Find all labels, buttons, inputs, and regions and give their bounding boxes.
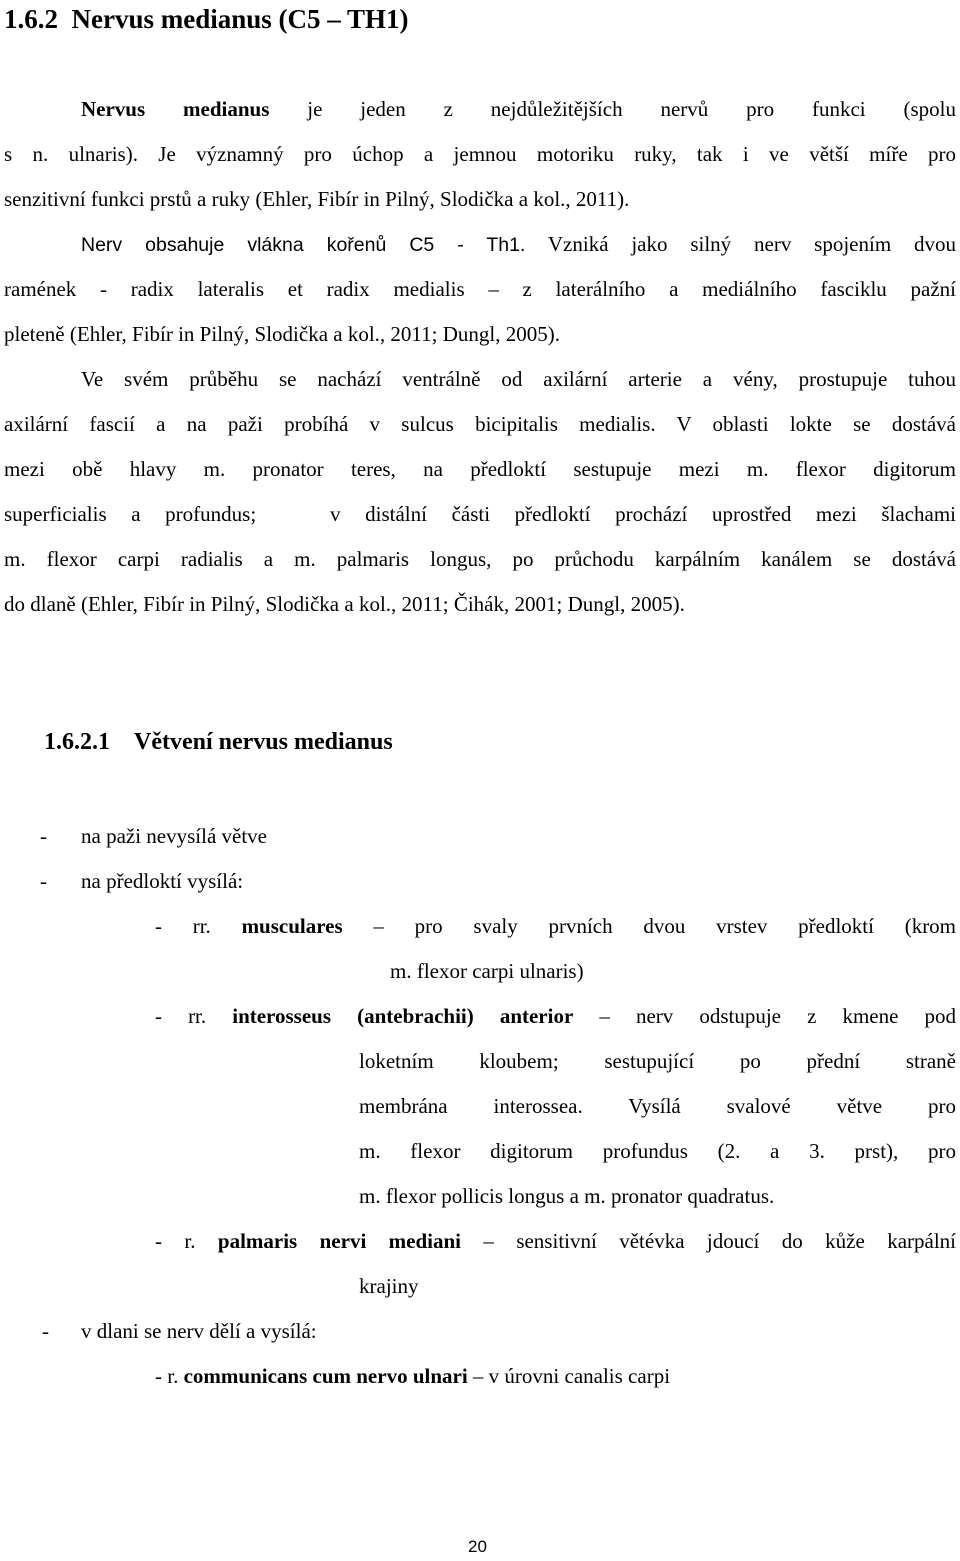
- list-dash-3: -: [42, 1319, 49, 1343]
- branch-4-term: communicans cum nervo ulnari: [183, 1364, 468, 1388]
- section-number: 1.6.2: [4, 4, 58, 34]
- branch-2-line-3: membrána interossea. Vysílá svalové větve pro: [359, 1094, 956, 1118]
- p1-line-3: senzitivní funkci prstů a ruky (Ehler, Fibír in Pilný, Slodička a kol., 2011).: [4, 187, 630, 211]
- section-heading: [4, 4, 409, 34]
- page-number: 20: [468, 1537, 487, 1556]
- branch-3-line-1: - r. palmaris nervi mediani – sensitivní větévka jdoucí do kůže karpální: [155, 1229, 957, 1253]
- branch-1-line-2: m. flexor carpi ulnaris): [390, 959, 584, 983]
- list-item-1: na paži nevysílá větve: [81, 824, 268, 848]
- p3-line-1: Ve svém průběhu se nachází ventrálně od axilární arterie a vény, prostupuje tuhou: [81, 367, 956, 391]
- p2-line-3: pleteně (Ehler, Fibír in Pilný, Slodička a kol., 2011; Dungl, 2005).: [4, 322, 560, 346]
- p3-line-4: superficialis a profundus; v distální části předloktí prochází uprostřed mezi šlachami: [4, 502, 956, 526]
- section-title: Nervus medianus (C5 – TH1): [71, 4, 409, 34]
- p2-line-1: Nerv obsahuje vlákna kořenů C5 - Th1. Vzniká jako silný nerv spojením dvou: [81, 232, 956, 256]
- branch-2-line-4: m. flexor digitorum profundus (2. a 3. prst), pro: [359, 1139, 956, 1163]
- branch-3-line-2: krajiny: [359, 1274, 419, 1298]
- p3-line-5: m. flexor carpi radialis a m. palmaris longus, po průchodu karpálním kanálem se dostává: [4, 547, 956, 571]
- branch-2-line-1: - rr. interosseus (antebrachii) anterior – nerv odstupuje z kmene pod: [155, 1004, 957, 1028]
- p2-line-2: ramének - radix lateralis et radix medialis – z laterálního a mediálního fasciklu pažní: [4, 277, 956, 301]
- p3-line-6: do dlaně (Ehler, Fibír in Pilný, Slodička a kol., 2011; Čihák, 2001; Dungl, 2005).: [4, 592, 685, 616]
- p3-line-2: axilární fascií a na paži probíhá v sulcus bicipitalis medialis. V oblasti lokte se dostává: [4, 412, 956, 436]
- p2-sans-sentence: Nerv obsahuje vlákna kořenů C5 - Th1.: [81, 234, 526, 256]
- subsection-number: 1.6.2.1: [44, 729, 110, 755]
- subsection-title: Větvení nervus medianus: [134, 729, 393, 755]
- p1-line-2: s n. ulnaris). Je významný pro úchop a jemnou motoriku ruky, tak i ve větší míře pro: [4, 142, 956, 166]
- branch-1-term: musculares: [241, 914, 343, 938]
- p3-line-3: mezi obě hlavy m. pronator teres, na předloktí sestupuje mezi m. flexor digitorum: [4, 457, 956, 481]
- branch-2-line-2: loketním kloubem; sestupující po přední straně: [359, 1049, 956, 1073]
- branch-3-term: palmaris nervi mediani: [217, 1229, 462, 1253]
- subsection-heading: [44, 728, 393, 756]
- p1-term: Nervus medianus: [81, 97, 270, 121]
- list-dash-2: -: [40, 869, 47, 893]
- branch-1-line-1: - rr. musculares – pro svaly prvních dvou vrstev předloktí (krom: [155, 914, 957, 938]
- branch-4-line-1: - r. communicans cum nervo ulnari – v úrovni canalis carpi: [155, 1364, 671, 1388]
- list-item-3: v dlani se nerv dělí a vysílá:: [81, 1319, 317, 1343]
- list-dash-1: -: [40, 824, 47, 848]
- p1-line-1: Nervus medianus je jeden z nejdůležitějších nervů pro funkci (spolu: [81, 97, 956, 121]
- list-item-2: na předloktí vysílá:: [81, 869, 244, 893]
- branch-2-line-5: m. flexor pollicis longus a m. pronator quadratus.: [359, 1184, 775, 1208]
- branch-2-term: interosseus (antebrachii) anterior: [232, 1004, 574, 1028]
